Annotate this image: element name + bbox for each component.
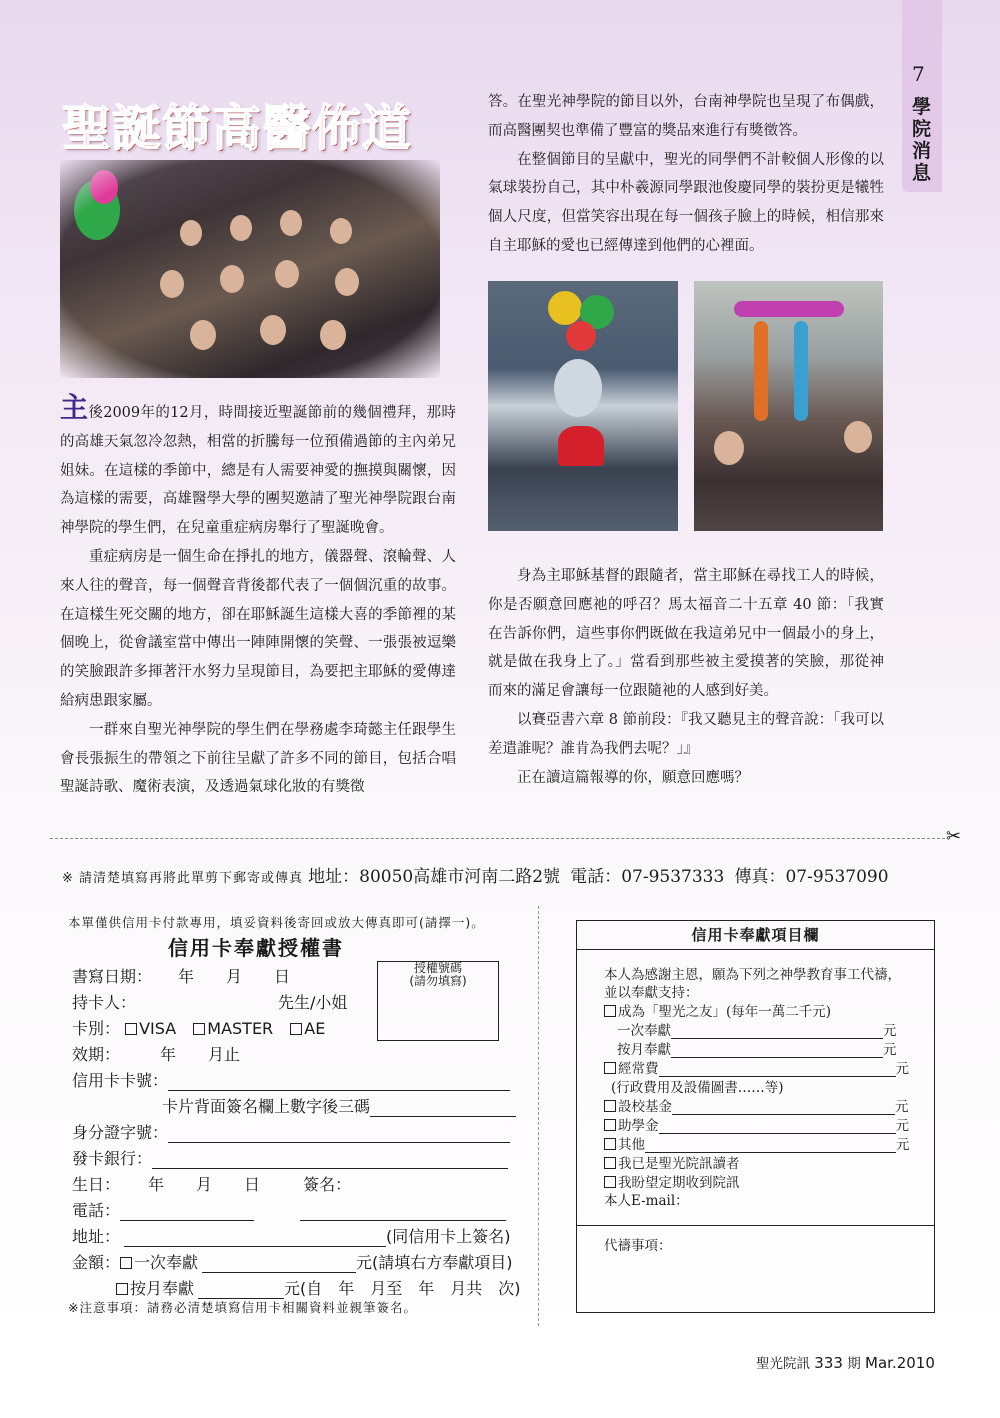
form-intro: 本單僅供信用卡付款專用，填妥資料後寄回或放大傳真即可(請擇一)。 <box>68 915 485 930</box>
paragraph: 一群來自聖光神學院的學生們在學務處李琦懿主任跟學生會長張振生的帶領之下前往呈獻了許多不同的節目，包括合唱聖誕詩歌、魔術表演，及透過氣球化妝的有獎徵 <box>60 721 456 796</box>
issue-suffix: 期 <box>847 1356 861 1372</box>
mailing-fax: 傳真：07-9537090 <box>734 867 889 887</box>
fund-option[interactable]: 設校基金 元 <box>604 1095 909 1115</box>
form-title: 信用卡奉獻授權書 <box>168 936 344 960</box>
issue-date: Mar.2010 <box>865 1354 935 1372</box>
balloon-decoration <box>548 291 582 325</box>
id-number-row[interactable]: 身分證字號： <box>72 1120 510 1143</box>
article-title: 聖誕節高醫佈道 <box>62 100 413 157</box>
amount-one-time-row[interactable]: 金額： 一次奉獻 元(請填右方奉獻項目) <box>72 1253 513 1272</box>
date-row[interactable]: 書寫日期： 年 月 日 <box>72 967 291 986</box>
operating-note: (行政費用及設備圖書……等) <box>611 1080 784 1096</box>
mailing-info <box>62 862 889 887</box>
card-number-row[interactable]: 信用卡卡號： <box>72 1068 510 1091</box>
balloon-decoration <box>754 321 768 421</box>
article-column-right-top <box>488 88 884 261</box>
authorization-number-box <box>377 961 499 1041</box>
phone-row[interactable]: 電話： <box>72 1198 506 1221</box>
expiry-row[interactable]: 效期： 年 月止 <box>72 1045 241 1064</box>
donation-items-form <box>576 920 935 1313</box>
face <box>280 210 302 236</box>
face <box>230 215 252 241</box>
address-row[interactable]: 地址： (同信用卡上簽名) <box>72 1227 511 1246</box>
mailing-phone: 電話：07-9537333 <box>570 867 725 887</box>
email-field[interactable]: 本人E-mail： <box>604 1193 689 1209</box>
issuing-bank-row[interactable]: 發卡銀行： <box>72 1146 508 1169</box>
face <box>160 270 184 298</box>
face <box>260 315 286 345</box>
mailing-note: ※ 請清楚填寫再將此單剪下郵寄或傳真 <box>62 871 304 886</box>
cvv-row[interactable]: 卡片背面簽名欄上數字後三碼 <box>162 1094 516 1117</box>
group-photo <box>60 160 440 378</box>
scissors-icon: ✂ <box>946 826 962 847</box>
friend-option[interactable]: 成為「聖光之友」(每年一萬二千元) <box>604 1000 831 1020</box>
prayer-field[interactable]: 代禱事項： <box>604 1238 672 1254</box>
cardholder-row[interactable]: 持卡人： 先生/小姐 <box>72 993 348 1012</box>
form-divider <box>577 1225 934 1226</box>
article-column-right-bottom <box>488 562 884 792</box>
form-notice: ※注意事項：請務必清楚填寫信用卡相關資料並親筆簽名。 <box>68 1300 417 1315</box>
paragraph: 答。在聖光神學院的節目以外，台南神學院也呈現了布偶戲，而高醫團契也準備了豐富的獎品來進行有獎徵答。 <box>488 94 884 139</box>
paragraph: 主後2009年的12月，時間接近聖誕節前的幾個禮拜，那時的高雄天氣忽冷忽熱，相當的折騰每一位預備過節的主內弟兄姐妹。在這樣的季節中，總是有人需要神愛的撫摸與關懷，因為這樣的需要，高雄醫學大學的團契邀請了聖光神學院跟台南神學院的學生們，在兒童重症病房舉行了聖誕晚會。 <box>60 391 456 537</box>
card-type-row: 卡別： VISA MASTER AE <box>72 1019 326 1038</box>
face <box>220 265 244 293</box>
face <box>714 431 744 465</box>
dropcap: 主 <box>60 391 89 424</box>
face <box>330 218 352 244</box>
mailing-address: 地址：80050高雄市河南二路2號 <box>308 867 561 887</box>
balloon-decoration <box>90 170 118 204</box>
face <box>335 268 359 296</box>
page-footer <box>756 1352 935 1372</box>
paragraph: 正在讀這篇報導的你，願意回應嗎？ <box>517 769 749 786</box>
balloon-decoration <box>566 321 596 351</box>
issue-number: 333 <box>814 1354 843 1372</box>
paragraph: 以賽亞書六章 8 節前段：『我又聽見主的聲音說：「我可以差遣誰呢？誰肯為我們去呢？」』 <box>488 711 884 757</box>
face <box>180 220 202 246</box>
paragraph: 在整個節目的呈獻中，聖光的同學們不計較個人形像的以氣球裝扮自己，其中朴羲源同學跟池俊慶同學的裝扮更是犧牲個人尺度，但當笑容出現在每一個孩子臉上的時候，相信那來自主耶穌的愛也已經傳達到他們的心裡面。 <box>488 151 884 254</box>
donation-intro-line2: 並以奉獻支持： <box>604 985 699 1001</box>
page-number: 7 <box>912 62 925 86</box>
card-type-visa[interactable]: VISA <box>125 1019 176 1038</box>
card-type-ae[interactable]: AE <box>290 1019 325 1038</box>
face <box>275 260 299 288</box>
face <box>190 320 216 350</box>
article-column-left <box>60 391 456 802</box>
face <box>320 320 346 350</box>
amount-monthly-row[interactable]: 按月奉獻 元(自 年 月至 年 月共 次) <box>116 1276 521 1299</box>
balloon-hat-photo <box>694 281 883 531</box>
cut-line <box>50 838 945 839</box>
friend-once-row[interactable]: 一次奉獻 元 <box>617 1023 897 1039</box>
publication-name: 聖光院訊 <box>756 1356 810 1372</box>
wish-option[interactable]: 我盼望定期收到院訊 <box>604 1171 740 1191</box>
paragraph: 身為主耶穌基督的跟隨者，當主耶穌在尋找工人的時候，你是否願意回應祂的呼召？馬太福音二十五章 40 節：「我實在告訴你們，這些事你們既做在我這弟兄中一個最小的身上，就是做在我身上了。」當看到那些被主愛摸著的笑臉，那從神而來的滿足會讓每一位跟隨祂的人感到好美。 <box>488 568 884 700</box>
reader-option[interactable]: 我已是聖光院訊讀者 <box>604 1152 740 1172</box>
balloon-decoration <box>734 301 844 317</box>
scholarship-option[interactable]: 助學金 元 <box>604 1114 909 1134</box>
authorization-number-label: 授權號碼 (請勿填寫) <box>409 961 467 988</box>
operating-option[interactable]: 經常費 元 <box>604 1057 909 1077</box>
donation-items-header: 信用卡奉獻項目欄 <box>577 921 934 950</box>
balloon-costume-photo <box>488 281 678 531</box>
donation-intro-line1: 本人為感謝主恩，願為下列之神學教育事工代禱， <box>604 967 901 983</box>
balloon-decoration <box>794 321 808 421</box>
paragraph: 重症病房是一個生命在掙扎的地方，儀器聲、滾輪聲、人來人往的聲音，每一個聲音背後都代表了一個個沉重的故事。在這樣生死交關的地方，卻在耶穌誕生這樣大喜的季節裡的某個晚上，從會議室當中傳出一陣陣開懷的笑聲、一張張被逗樂的笑臉跟許多揮著汗水努力呈現節目，為要把主耶穌的愛傳達給病患跟家屬。 <box>60 548 456 709</box>
santa-balloon <box>558 426 604 466</box>
birthday-row[interactable]: 生日： 年 月 日 簽名： <box>72 1175 352 1194</box>
other-option[interactable]: 其他 元 <box>604 1133 910 1153</box>
masked-face <box>554 359 602 417</box>
face <box>844 421 872 453</box>
section-label: 學院消息 <box>912 96 932 184</box>
card-type-master[interactable]: MASTER <box>193 1019 273 1038</box>
friend-monthly-row[interactable]: 按月奉獻 元 <box>617 1042 897 1058</box>
